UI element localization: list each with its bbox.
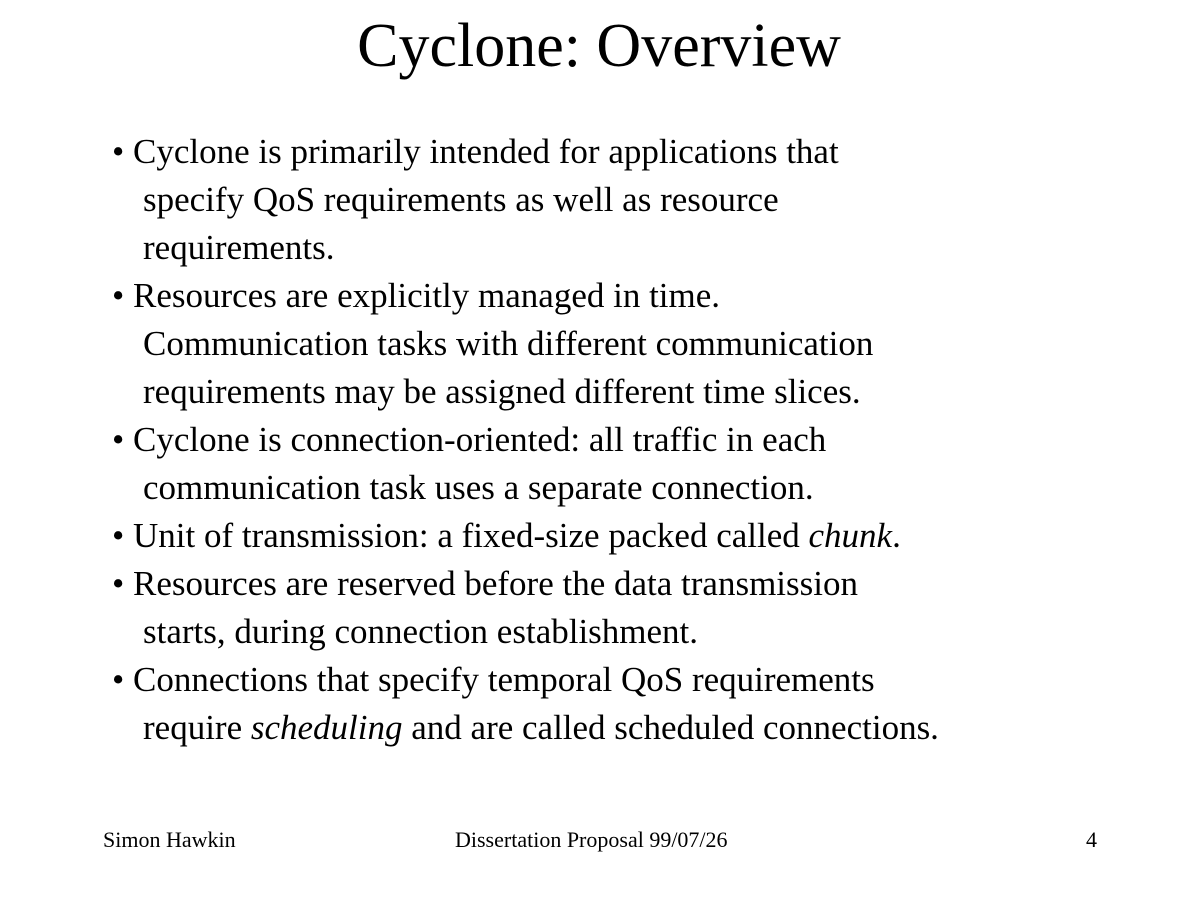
- bullet-line: Communication tasks with different communication: [143, 324, 874, 363]
- bullet-item: [112, 128, 1172, 272]
- bullet-text: .: [892, 516, 901, 555]
- footer-author: Simon Hawkin: [103, 827, 236, 852]
- page-number: 4: [1086, 827, 1097, 852]
- bullet-text: Connections that specify temporal QoS requirements: [133, 660, 875, 699]
- bullet-emphasis: chunk: [808, 516, 893, 555]
- footer-title: Dissertation Proposal 99/07/26: [455, 827, 728, 852]
- bullet-text: Resources are reserved before the data transmission: [133, 564, 859, 603]
- bullet-line: [112, 560, 1172, 608]
- bullet-item: [112, 560, 1172, 656]
- bullet-text: and are called scheduled connections.: [402, 708, 939, 747]
- bullet-line: [112, 512, 1172, 560]
- bullet-line: [112, 704, 1172, 752]
- bullet-dot: •: [112, 420, 125, 459]
- bullet-text: require: [143, 708, 251, 747]
- bullet-item: [112, 512, 1172, 560]
- bullet-line: [112, 272, 1172, 320]
- bullet-dot: •: [112, 564, 125, 603]
- bullet-line: specify QoS requirements as well as resource: [143, 180, 779, 219]
- bullet-dot: •: [112, 516, 125, 555]
- bullet-text: Unit of transmission: a fixed-size packed called: [133, 516, 809, 555]
- bullet-item: [112, 416, 1172, 512]
- bullet-line: [112, 416, 1172, 464]
- bullet-line: requirements.: [143, 228, 335, 267]
- bullet-emphasis: scheduling: [250, 708, 403, 747]
- bullet-line: [112, 656, 1172, 704]
- bullet-line: communication task uses a separate connection.: [143, 468, 814, 507]
- bullet-dot: •: [112, 132, 125, 171]
- bullet-line: starts, during connection establishment.: [143, 612, 699, 651]
- bullet-line: requirements may be assigned different time slices.: [143, 372, 861, 411]
- bullet-text: Cyclone is primarily intended for applications that: [133, 132, 839, 171]
- bullet-item: [112, 272, 1172, 416]
- bullet-text: Cyclone is connection-oriented: all traffic in each: [133, 420, 827, 459]
- bullet-dot: •: [112, 660, 125, 699]
- bullet-item: [112, 656, 1172, 752]
- bullet-list: [112, 128, 1172, 752]
- bullet-line: [112, 128, 1172, 176]
- bullet-text: Resources are explicitly managed in time.: [133, 276, 721, 315]
- bullet-dot: •: [112, 276, 125, 315]
- slide-title: Cyclone: Overview: [357, 12, 841, 80]
